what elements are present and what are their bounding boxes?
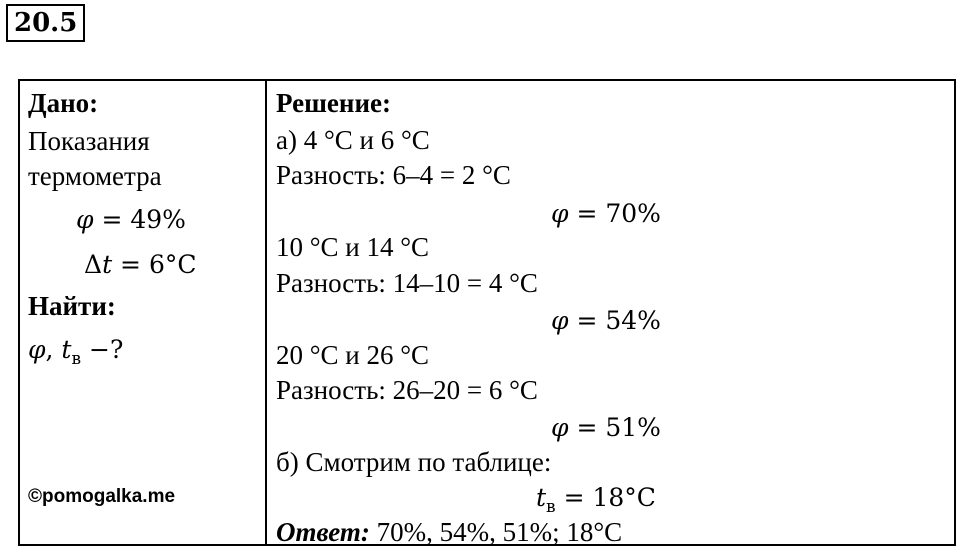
answer-value: 70%, 54%, 51%; 18°C [369,517,623,547]
answer-line [276,516,622,548]
given-header: Дано: [28,88,99,118]
find-unknowns: φ, $t_в$ −? [28,335,124,369]
solution-b-humidity: φ = 54% [551,306,661,335]
given-line-readings: Показания [28,126,150,156]
problem-number: 20.5 [6,4,85,42]
column-divider [265,81,267,544]
find-header: Найти: [28,291,116,321]
solution-table [18,79,956,546]
solution-c-difference: Разность: 26–20 = 6 °C [276,375,538,405]
given-line-thermometer: термометра [28,161,162,191]
solution-b-temps: 10 °C и 14 °C [276,232,430,262]
solution-table-reference: б) Смотрим по таблице: [276,447,552,477]
solution-header: Решение: [276,88,391,118]
solution-a-humidity: φ = 70% [551,199,661,228]
solution-c-humidity: φ = 51% [551,413,661,442]
solution-a-temps: а) 4 °C и 6 °C [276,125,430,155]
watermark: ©pomogalka.me [28,486,176,507]
solution-a-difference: Разность: 6–4 = 2 °C [276,160,511,190]
solution-wet-bulb-temperature: $t_в = 18^\circ C$ [536,483,656,517]
solution-c-temps: 20 °C и 26 °C [276,340,430,370]
given-humidity: φ = 49% [76,205,186,234]
answer-label: Ответ: [276,517,370,547]
solution-b-difference: Разность: 14–10 = 4 °C [276,268,538,298]
given-temperature-difference: Δt = 6°C [84,250,197,279]
